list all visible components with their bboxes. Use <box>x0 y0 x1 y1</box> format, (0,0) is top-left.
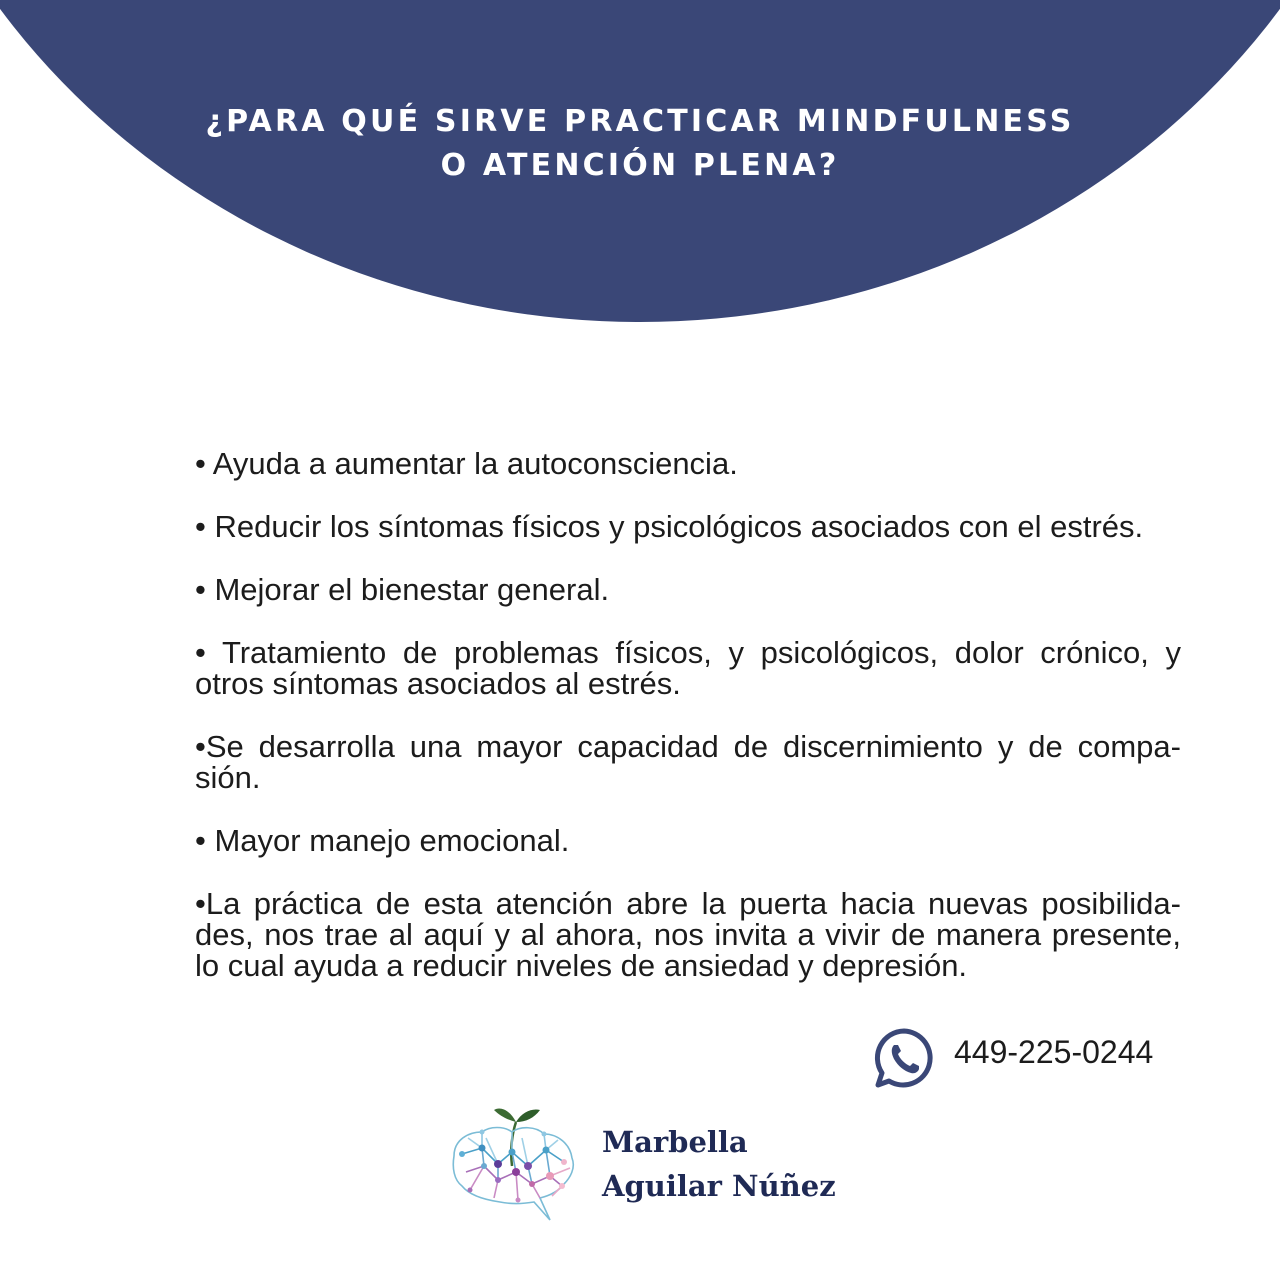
benefit-item: • Ayuda a aumentar la autoconsciencia. <box>195 446 738 481</box>
phone-number[interactable]: 449-225-0244 <box>954 1033 1154 1070</box>
benefit-item: • Reducir los síntomas físicos y psicológicos asociados con el estrés. <box>195 509 1144 544</box>
contact-block <box>872 1026 1153 1090</box>
benefit-item: • Mejorar el bienestar general. <box>195 572 610 607</box>
brand-name <box>602 1120 836 1208</box>
benefit-item: •La práctica de esta atención abre la puerta hacia nuevas posibilida-des, nos trae al aquí y al ahora, nos invita a vivir de manera presente, lo cual ayuda a reducir niveles de ansiedad y depresión. <box>195 886 1181 983</box>
benefits-list <box>195 448 1181 1013</box>
whatsapp-icon[interactable] <box>872 1026 936 1090</box>
brand-name-first: Marbella <box>602 1125 748 1159</box>
page-title-line-1: ¿PARA QUÉ SIRVE PRACTICAR MINDFULNESS <box>205 104 1075 139</box>
benefit-item: • Mayor manejo emocional. <box>195 823 570 858</box>
brain-sprout-logo <box>446 1092 582 1224</box>
page-title <box>0 100 1280 188</box>
brand-block <box>446 1092 836 1224</box>
benefit-item: •Se desarrolla una mayor capacidad de discernimiento y de compa-sión. <box>195 729 1181 795</box>
benefit-item: • Tratamiento de problemas físicos, y psicológicos, dolor crónico, y otros síntomas asociados al estrés. <box>195 635 1181 701</box>
brand-name-last: Aguilar Núñez <box>602 1169 836 1203</box>
page-title-line-2: O ATENCIÓN PLENA? <box>440 148 840 183</box>
